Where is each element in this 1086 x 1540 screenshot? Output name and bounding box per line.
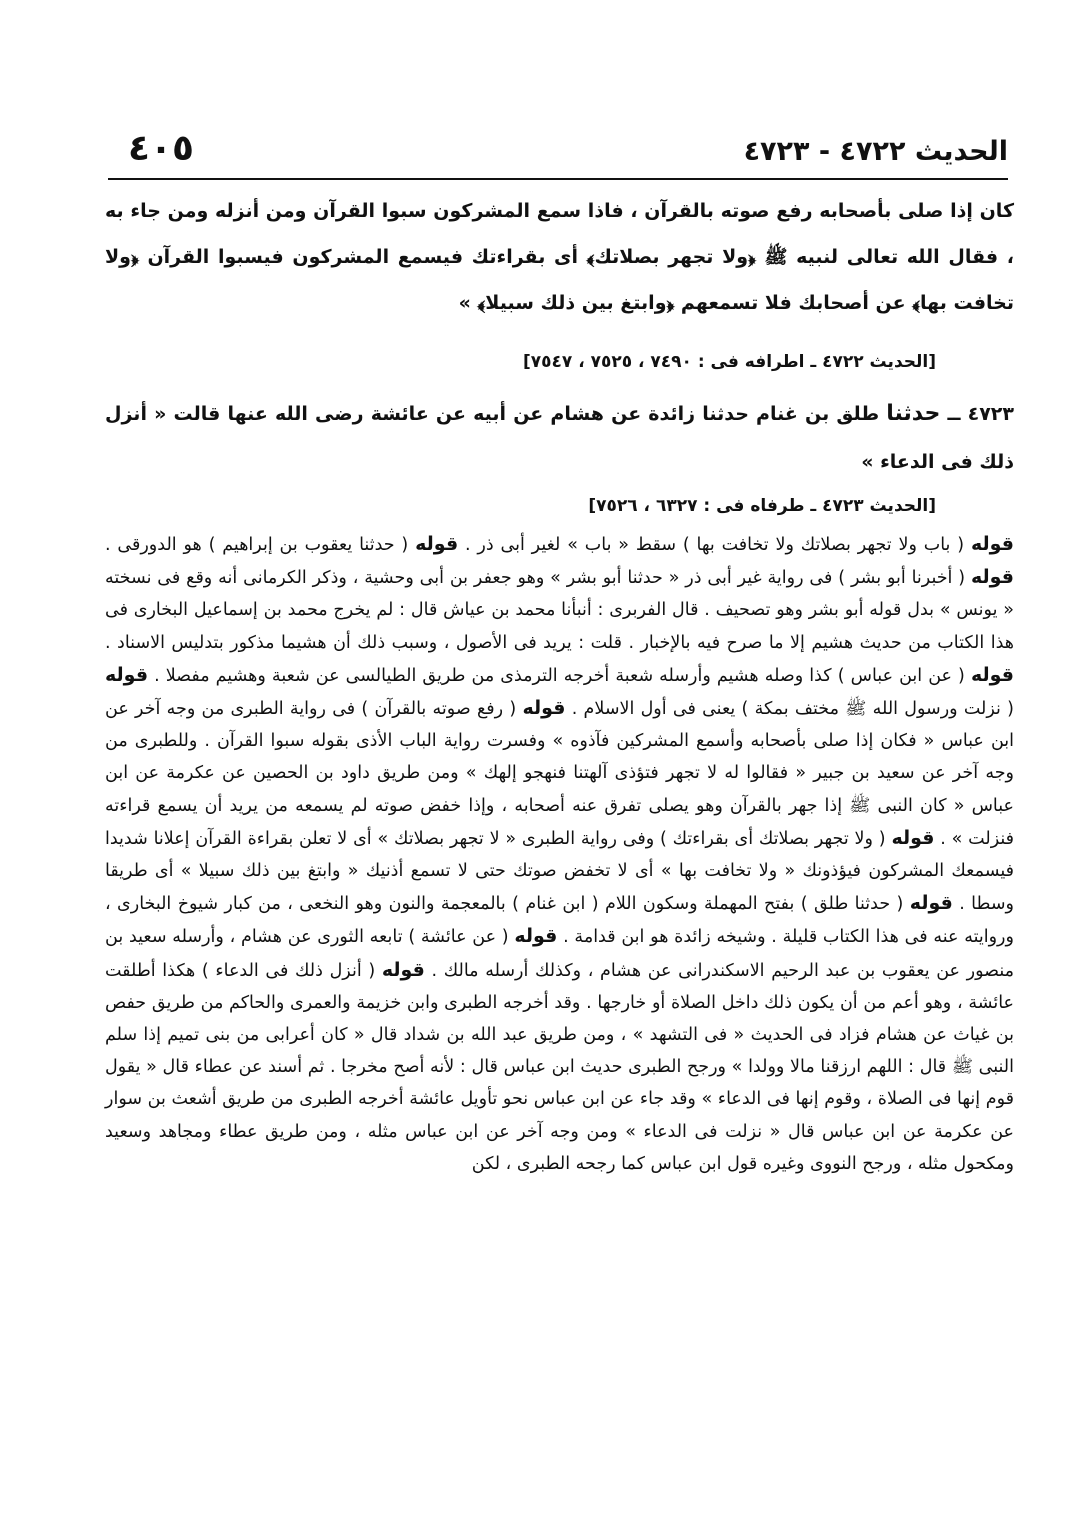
commentary-keyword: قوله: [105, 663, 149, 686]
hadith-4723: [105, 390, 1014, 486]
commentary-segment: ( عن عائشة ) تابعه الثورى عن هشام ، وأرسله سعيد بن منصور عن يعقوب بن عبد الرحيم الاسكندرانى عن هشام ، وكذلك أرسله مالك .: [105, 927, 1014, 981]
hadith-number: ٤٧٢٣ ــ: [947, 403, 1014, 425]
commentary-segment: ( حدثنا طلق ) بفتح المهملة وسكون اللام ( ابن غنام ) بالمعجمة والنون وهو النخعى ، من كبار شيوخ البخارى ، وروايته عنه فى هذا الكتاب قليلة . وشيخه زائدة هو ابن قدامة .: [105, 894, 1014, 948]
commentary-keyword: قوله: [514, 925, 558, 948]
commentary-keyword: قوله: [909, 892, 953, 915]
header-rule: [108, 178, 1008, 180]
commentary-keyword: قوله: [970, 533, 1014, 555]
page-header: [108, 128, 1008, 178]
commentary-segment: ( باب ولا تجهر بصلاتك ولا تخافت بها ) سقط « باب » لغير أبى ذر .: [465, 535, 965, 555]
commentary-segment: ( ولا تجهر بصلاتك أى بقراءتك ) وفى رواية الطبرى « لا تجهر بصلاتك » أى لا تعلن بقراءة القرآن إعلانا شديدا فيسمعك المشركون فيؤذونك « ولا تخافت بها » أى لا تخفض صوتك حتى لا تسمع أذنيك « وابتغ بين ذلك سبيلا » أى طريقا وسطا .: [105, 828, 1014, 915]
commentary-keyword: قوله: [415, 533, 459, 555]
commentary-segment: ( رفع صوته بالقرآن ) فى رواية الطبرى من وجه آخر عن ابن عباس « فكان إذا صلى بأصحابه وأسمع المشركين فآذوه » وفسرت رواية الباب الأذى بقوله سبوا القرآن . وللطبرى من وجه آخر عن سعيد بن جبير « فقالوا له لا تجهر فتؤذى آلهتنا فنهجو إلهك » ومن طريق داود بن الحصين عن عكرمة عن ابن عباس « كان النبى ﷺ إذا جهر بالقرآن وهو يصلى تفرق عنه أصحابه ، وإذا خفض صوته لم يسمعه من يريد أن يسمع قراءته فنزلت » .: [105, 699, 1015, 849]
commentary-keyword: قوله: [891, 826, 935, 849]
commentary-segment: ( أخبرنا أبو بشر ) فى رواية غير أبى ذر « حدثنا أبو بشر » وهو جعفر بن أبى وحشية ، وذكر الكرمانى أنه وقع فى نسخته « يونس » بدل قوله أبو بشر وهو تصحيف . قال الفربرى : أنبأنا محمد بن عياش قال : لم يخرج محمد بن إسماعيل البخارى فى هذا الكتاب من حديث هشيم إلا ما صرح فيه بالإخبار . قلت : يريد فى الأصول ، وسبب ذلك أن هشيما مذكور بتدليس الاسناد .: [105, 568, 1014, 653]
hadith-4723-body: طلق بن غنام حدثنا زائدة عن هشام عن أبيه عن عائشة رضى الله عنها قالت « أنزل ذلك فى الدعاء »: [105, 403, 1014, 473]
commentary-segment: ( عن ابن عباس ) كذا وصله هشيم وأرسله شعبة أخرجه الترمذى من طريق الطيالسى عن شعبة وهشيم مفصلا .: [154, 665, 965, 686]
hadith-4722-body: كان إذا صلى بأصحابه رفع صوته بالقرآن ، فاذا سمع المشركون سبوا القرآن ومن أنزله ومن جاء به ، فقال الله تعالى لنبيه ﷺ ﴿ولا تجهر بصلاتك﴾ أى بقراءتك فيسمع المشركون فيسبوا القرآن ﴿ولا تخافت بها﴾ عن أصحابك فلا تسمعهم ﴿وابتغ بين ذلك سبيلا﴾ »: [105, 200, 1014, 314]
commentary-keyword: قوله: [522, 697, 566, 720]
commentary-keyword: قوله: [970, 663, 1014, 686]
commentary-keyword: قوله: [970, 566, 1014, 589]
hadith-4722-text: [105, 188, 1014, 326]
running-title: الحديث ٤٧٢٢ - ٤٧٢٣: [743, 136, 1008, 167]
commentary-keyword: قوله: [381, 958, 425, 981]
commentary-segment: ( أنزل ذلك فى الدعاء ) هكذا أطلقت عائشة ، وهو أعم من أن يكون ذلك داخل الصلاة أو خارجها . وقد أخرجه الطبرى وابن خزيمة والعمرى والحاكم من طريق حفص بن غياث عن هشام فزاد فى الحديث « فى التشهد » ، ومن طريق عبد الله بن شداد قال « كان أعرابى من بنى تميم إذا سلم النبى ﷺ قال : اللهم ارزقنا مالا وولدا » ورجح الطبرى حديث ابن عباس قال : لأنه أصح مخرجا . ثم أسند عن عطاء قال « يقول قوم إنها فى الصلاة ، وقوم إنها فى الدعاء » وقد جاء عن ابن عباس نحو تأويل عائشة أخرجه الطبرى من طريق أشعث بن سوار عن عكرمة عن ابن عباس قال « نزلت فى الدعاء » ومن وجه آخر عن ابن عباس مثله ، ومن طريق عطاء ومجاهد وسعيد ومكحول مثله ، ورجح النووى وغيره قول ابن عباس كما رجحه الطبرى ، لكن: [105, 960, 1014, 1174]
hadith-4722-references: [الحديث ٤٧٢٢ ـ اطرافه فى : ٧٤٩٠ ، ٧٥٢٥ ، ٧٥٤٧]: [522, 352, 936, 372]
page-number: ٤٠٥: [128, 128, 194, 169]
hadith-opening: حدثنا: [886, 401, 941, 426]
commentary-segment: ( نزلت ورسول الله ﷺ مختف بمكة ) يعنى فى أول الاسلام .: [571, 699, 1014, 720]
hadith-4723-references: [الحديث ٤٧٢٣ ـ طرفاه فى : ٦٣٢٧ ، ٧٥٢٦]: [588, 496, 936, 516]
commentary: [105, 528, 1014, 1180]
commentary-segment: ( حدثنا يعقوب بن إبراهيم ) هو الدورقى .: [105, 535, 409, 555]
